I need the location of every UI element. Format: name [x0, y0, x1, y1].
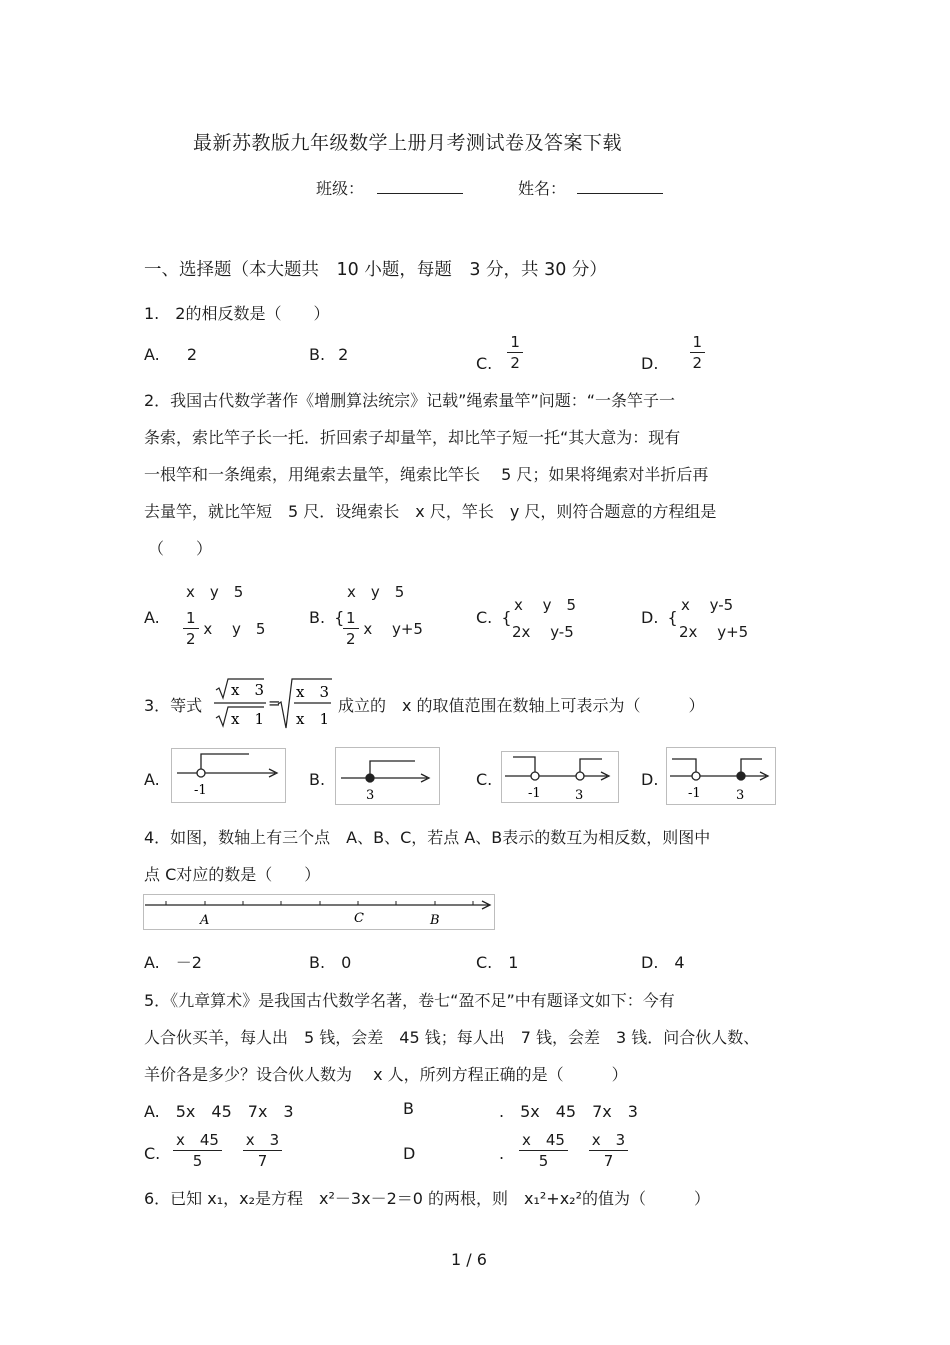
numerator: x 3: [243, 1131, 282, 1151]
q3-prefix: 3．等式: [144, 696, 203, 715]
q5-line-1: 5．《九章算术》是我国古代数学名著，卷七“盈不足”中有题译文如下：今有: [144, 991, 675, 1010]
figure-border: [144, 895, 495, 930]
numerator: x 45: [519, 1131, 568, 1151]
rhs-numerator: x 3: [296, 683, 330, 701]
q5-option-d: [519, 1131, 628, 1170]
denominator: 7: [603, 1152, 614, 1170]
q2-option-d-label: [641, 608, 678, 627]
q2-d-row1: x y-5: [681, 596, 734, 614]
option-label: A.: [144, 345, 160, 364]
q4-option-b: B. 0: [309, 953, 352, 972]
fraction: [173, 1131, 222, 1170]
q2-c-row2: 2x y-5: [512, 623, 574, 641]
fraction: [690, 333, 706, 372]
q1-stem: 1. 2的相反数是（ ）: [144, 304, 330, 323]
name-blank: [577, 179, 663, 194]
brace: {: [667, 608, 678, 627]
q2-line-3: 一根竿和一条绳索，用绳索去量竿，绳索比竿长 5 尺；如果将绳索对半折后再: [144, 465, 709, 484]
q2-c-row1: x y 5: [514, 596, 577, 614]
q3-option-a-numberline: [171, 748, 286, 803]
brace: {: [501, 608, 512, 627]
numerator: x 3: [589, 1131, 628, 1151]
q3-suffix: 成立的 x 的取值范围在数轴上可表示为（ ）: [338, 696, 705, 715]
class-field: [316, 176, 463, 199]
option-label: B.: [309, 345, 326, 364]
name-label: 姓名：: [518, 179, 567, 198]
q5-option-d-label: D: [403, 1144, 416, 1163]
q2-option-a-label: A.: [144, 608, 160, 627]
q2-option-b-label: [309, 608, 344, 627]
fraction: [343, 609, 359, 648]
fraction: [589, 1131, 628, 1170]
page-title: 最新苏教版九年级数学上册月考测试卷及答案下载: [193, 132, 623, 154]
q6-stem: 6．已知 x₁，x₂是方程 x²－3x－2＝0 的两根，则 x₁²+x₂²的值为（ ）: [144, 1189, 711, 1208]
option-label: D.: [641, 354, 659, 373]
equals-sign: =: [268, 694, 281, 712]
rhs-denominator: x 1: [296, 710, 330, 728]
class-blank: [377, 179, 463, 194]
open-point: [531, 772, 539, 780]
point-b-label: B: [430, 913, 440, 928]
q5-option-d-dot: .: [499, 1144, 505, 1163]
q1-option-a: [144, 345, 197, 364]
name-field: [518, 176, 663, 199]
denominator: 2: [346, 630, 356, 648]
q2-line-5: （ ）: [148, 539, 213, 558]
q2-line-4: 去量竿，就比竿短 5 尺．设绳索长 x 尺，竿长 y 尺，则符合题意的方程组是: [144, 502, 717, 521]
q4-option-d: D. 4: [641, 953, 685, 972]
denominator: 2: [510, 354, 520, 372]
q5-option-c-label: C.: [144, 1144, 161, 1163]
q3-option-b-numberline: [335, 747, 440, 805]
q3-option-d-label: D.: [641, 770, 659, 789]
denominator: 5: [538, 1152, 549, 1170]
q2-a-row1: x y 5: [186, 583, 244, 601]
rhs-fraction: [278, 679, 332, 728]
point-c-label: C: [354, 911, 364, 926]
q4-numberline: [143, 894, 495, 930]
figure-border: [172, 749, 286, 803]
q5-line-3: 羊价各是多少？设合伙人数为 x 人，所列方程正确的是（ ）: [144, 1065, 628, 1084]
q1-option-c: [476, 333, 523, 372]
tick-label: -1: [528, 786, 541, 801]
option-value: 2: [338, 345, 349, 364]
fraction: [183, 609, 199, 648]
option-value: 2: [186, 345, 198, 364]
tick-label: -1: [194, 783, 207, 798]
denominator: 2: [186, 630, 196, 648]
q5-option-b: . 5x 45 7x 3: [499, 1102, 638, 1121]
fraction: [243, 1131, 282, 1170]
q2-line-1: 2．我国古代数学著作《增删算法统宗》记载”绳索量竿”问题：“一条竿子一: [144, 391, 676, 410]
numerator: 1: [183, 609, 199, 629]
denominator: 5: [192, 1152, 203, 1170]
option-label: C.: [476, 354, 493, 373]
numerator: 1: [343, 609, 359, 629]
q1-option-d: [641, 333, 705, 372]
equation-rest: x y+5: [363, 620, 423, 638]
open-point: [197, 769, 205, 777]
option-label: B.: [309, 608, 326, 627]
page-number: 1 / 6: [451, 1250, 487, 1269]
lhs-fraction: [214, 679, 266, 728]
q2-line-2: 条索，索比竿子长一托．折回索子却量竿，却比竿子短一托“其大意为：现有: [144, 428, 681, 447]
q2-option-c-label: [476, 608, 512, 627]
lhs-numerator: x 3: [231, 681, 265, 699]
q4-line-2: 点 C对应的数是（ ）: [144, 865, 321, 884]
open-point: [576, 772, 584, 780]
numerator: 1: [507, 333, 523, 353]
q3-formula: [210, 676, 335, 734]
brace: {: [334, 608, 345, 627]
q3-option-d-numberline: [666, 747, 776, 805]
point-a-label: A: [200, 913, 210, 928]
q2-a-row2: [183, 609, 265, 648]
equation-rest: x y 5: [203, 620, 266, 638]
denominator: 2: [692, 354, 703, 372]
option-label: C.: [476, 608, 493, 627]
tick-label: 3: [575, 788, 584, 803]
q5-line-2: 人合伙买羊，每人出 5 钱，会差 45 钱；每人出 7 钱，会差 3 钱．问合伙人数、: [144, 1028, 760, 1047]
q2-d-row2: 2x y+5: [679, 623, 749, 641]
tick-label: 3: [366, 788, 375, 803]
lhs-denominator: x 1: [231, 710, 265, 728]
q5-option-b-label: B: [403, 1099, 414, 1118]
numerator: 1: [690, 333, 706, 353]
option-label: D.: [641, 608, 659, 627]
q3-option-a-label: A.: [144, 770, 160, 789]
q2-b-row1: x y 5: [347, 583, 405, 601]
denominator: 7: [257, 1152, 268, 1170]
section-heading: 一、选择题（本大题共 10 小题，每题 3 分，共 30 分）: [144, 260, 607, 280]
class-label: 班级：: [316, 179, 365, 198]
q3-option-c-numberline: [501, 751, 619, 803]
q3-option-c-label: C.: [476, 770, 493, 789]
q5-option-c: [173, 1131, 282, 1170]
q1-option-b: [309, 345, 348, 364]
open-point: [692, 772, 700, 780]
fraction: [519, 1131, 568, 1170]
tick-label: -1: [688, 786, 701, 801]
q4-option-a: A. －2: [144, 953, 202, 972]
q3-option-b-label: B.: [309, 770, 326, 789]
q5-option-a: A. 5x 45 7x 3: [144, 1102, 294, 1121]
fraction: [507, 333, 523, 372]
numerator: x 45: [173, 1131, 222, 1151]
q2-b-row2: [343, 609, 423, 648]
q4-line-1: 4．如图，数轴上有三个点 A、B、C，若点 A、B表示的数互为相反数，则图中: [144, 828, 711, 847]
closed-point: [737, 772, 745, 780]
tick-label: 3: [736, 788, 745, 803]
q4-option-c: C. 1: [476, 953, 519, 972]
closed-point: [366, 774, 374, 782]
